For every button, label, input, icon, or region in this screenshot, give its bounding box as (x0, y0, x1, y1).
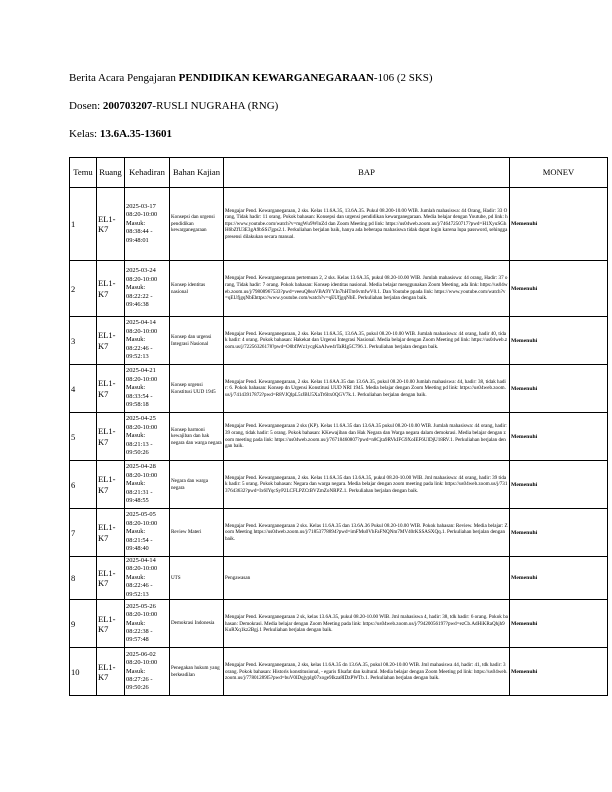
bap-cell: Mengajar Pend. Kewarganegaraan 2 sk, kelas 13.6A.35, pukul 08.20-10.00 WIB. Jml mahasiswa 4, hadir: 38, tdk hadir: 6 orang. Pokok bahasan: Demokrasi. Media belajar dengan Zoom Meeting pada link: https://us04web.zoom.us/j/79420056197?pwd=ezCb.AdHiKRaQhjh9KuRXq1kz2Bgj.1 Perkuliahan berjalan dengan baik. (224, 600, 510, 648)
bap-cell: Pengawasan (224, 557, 510, 600)
kehadiran-date: 2025-03-17 (126, 202, 156, 210)
monev-cell: Memenuhi (510, 413, 608, 461)
bahan-kajian-cell: Konsep harmoni kewajiban dan hak negara dan warga negara (170, 413, 224, 461)
table-row (70, 188, 608, 261)
table-row (70, 413, 608, 461)
header-monev: MONEV (510, 158, 608, 188)
table-row (70, 365, 608, 413)
kehadiran-masuk: 08:22:22 - (126, 292, 153, 300)
table-row (70, 261, 608, 317)
ruang-cell: EL1-K7 (97, 600, 125, 648)
header-bahan-kajian: Bahan Kajian (170, 158, 224, 188)
ruang-cell: EL1-K7 (97, 413, 125, 461)
kehadiran-masuk: 08:22:38 - (126, 627, 153, 635)
bap-cell: Mengajar Pend. Kewarganegaraan 2 sks. Kelas 11.6A.35 dan 13.6A.36 Pukul 08.20-10.00 WIB. Pokok bahasan: Review. Media belajar: Zoom Meeting https://us04web.zoom.us/j/71853778894?pwd=imFMu0VhFaFNQNm7MV40rKSSASXQq.1. Perkuliahan berjalan dengan baik. (224, 509, 510, 557)
table-row (70, 317, 608, 365)
kehadiran-cell (125, 461, 170, 509)
kehadiran-masuk-label: Masuk: (126, 619, 146, 627)
temu-cell: 9 (70, 600, 97, 648)
kehadiran-masuk-label: Masuk: (126, 336, 146, 344)
bahan-kajian-cell: Penegakan hukum yang berkeadilan (170, 648, 224, 696)
kehadiran-keluar: 09:48:55 (126, 497, 149, 505)
kehadiran-cell (125, 509, 170, 557)
bahan-kajian-cell: Konsepsi dan urgensi pendidikan kewarganegaraan (170, 188, 224, 261)
temu-cell: 3 (70, 317, 97, 365)
temu-cell: 4 (70, 365, 97, 413)
kehadiran-keluar: 09:57:48 (126, 636, 149, 644)
kehadiran-time: 08:20-10:00 (126, 565, 158, 573)
monev-cell: Memenuhi (510, 648, 608, 696)
lecturer-line (69, 100, 278, 112)
bap-cell: Mengajar Pend. Kewarganegaraan, 2 sks. Kelas 11.6A.35, 13.6A.35. Pukul 08.200-10.00 WIB. Jumlah mahasiswa: 44 Orang, Hadir: 33 Orang, Tidak hadir: 11 orang. Pokok bahasan: Konsepsi dan urgensi pendidikan kewarganegaraan. Media belajar dengan Youtube, pd link: https://www.youtube.com/watch?v=mgWu9WlnZd dan Zoom Meeting pd link: https://us04web.zoom.us/j/74647250717?pwd=H1XyuSGhH6bZfU3E3gA9bSSi7gps2.1. Perkuliahan berjalan baik, hanya ada beberapa mahasiswa tidak dapat login karena lupa password, sehingga presensi dilakukan secara manual. (224, 188, 510, 261)
kehadiran-keluar: 09:48:40 (126, 545, 149, 553)
kelas-value: 13.6A.35-13601 (99, 128, 172, 140)
bahan-kajian-cell: Konsep identitas nasional (170, 261, 224, 317)
temu-cell: 5 (70, 413, 97, 461)
bahan-kajian-cell: Demokrasi Indonesia (170, 600, 224, 648)
monev-cell: Memenuhi (510, 365, 608, 413)
kehadiran-cell (125, 648, 170, 696)
bap-cell: Mengajar Pend. Kewarganegaraan pertemuan 2, 2 sks. Kelas 13.6A.35, pukul 08.20-10.00 WIB. Jumlah mahasiswa: 44 orang, Hadir: 37 orang, Tidak hadir: 7 orang. Pokok bahasan: Konsep identitas nasional. Media belajar menggunakan Zoom Meeting, ada link: https://us04web.zoom.us/j/79808967533?pwd=veeuQ8eaVBA9YYIn7hHTm6vmfwV0.1. Dan Youtube ppada link: https://www.youtube.com/watch?v=qEUfjgqNbEhttps://www.youtube.com/watch?v=qEUfjgqNbE. Perkuliahan berjalan dengan baik. (224, 261, 510, 317)
kehadiran-cell (125, 557, 170, 600)
monev-cell: Memenuhi (510, 461, 608, 509)
bap-table (69, 157, 608, 696)
kehadiran-masuk-label: Masuk: (126, 219, 146, 227)
ruang-cell: EL1-K7 (97, 557, 125, 600)
kehadiran-masuk: 08:21:54 - (126, 536, 153, 544)
bap-cell: Mengajar Pend. Kewarganegaraan, 2 sks. Kelas 11.6AA.35 dan 13.6A.35, pukul 08.20-10.00 Jumlah mahasiswa: 44, hadir: 38, tidak hadir: 6. Pokok bahasan: Konsep dn Urgensi Konstitusi UUD NRI 1945. Media belajar dengan Zoom Meeting pd link: https://us04web.zoom.us/j/74143917872?pwd=R8VJQlpL5rJBU5XaTt6ltx0QGV7k.1. Perkuliahan berjalan dengan baik. (224, 365, 510, 413)
kehadiran-date: 2025-03-24 (126, 267, 156, 275)
kehadiran-masuk: 08:21:31 - (126, 488, 153, 496)
bahan-kajian-cell: Review Materi (170, 509, 224, 557)
monev-cell: Memenuhi (510, 600, 608, 648)
kehadiran-date: 2025-04-14 (126, 557, 156, 564)
kehadiran-masuk-label: Masuk: (126, 284, 146, 292)
kehadiran-keluar: 09:52:13 (126, 353, 149, 361)
bahan-kajian-cell: UTS (170, 557, 224, 600)
title-prefix: Berita Acara Pengajaran (69, 72, 179, 84)
kehadiran-masuk: 08:21:13 - (126, 440, 153, 448)
kehadiran-date: 2025-04-28 (126, 463, 156, 471)
kehadiran-cell (125, 317, 170, 365)
temu-cell: 8 (70, 557, 97, 600)
report-title (69, 72, 433, 84)
bahan-kajian-cell: Konsep dan urgensi Integrasi Nasional (170, 317, 224, 365)
kehadiran-date: 2025-06-02 (126, 650, 156, 658)
kehadiran-masuk-label: Masuk: (126, 384, 146, 392)
monev-cell: Memenuhi (510, 261, 608, 317)
header-ruang: Ruang (97, 158, 125, 188)
dosen-label: Dosen: (69, 100, 103, 112)
kehadiran-masuk: 08:27:26 - (126, 675, 153, 683)
kehadiran-masuk-label: Masuk: (126, 573, 146, 581)
table-row (70, 600, 608, 648)
bahan-kajian-cell: Konsep urgensi Konstitusi UUD 1945 (170, 365, 224, 413)
kehadiran-time: 08:20-10:00 (126, 211, 158, 219)
bap-cell: Mengajar Pend. Kewarganegaraan 2 sks (KP). Kelas 11.6A.35 dan 13.6A.35 pukul 08.20-10.00 WIB. Jumlah mahasiswa: 44 orang, hadir: 39 orang, tidak hadir: 5 orang. Pokok bahasan: KKewajiban dan Hak Negara dan Warga negara dalam demokrasi. Media belajar dengan zoom meeting pada link: https://us04web.zoom.us/j/76718460807?pwd=n8Cjta9RVkIFG9XoIEF6UlDjU18RV.1. Perkuliahan berjalan dengan baik. (224, 413, 510, 461)
dosen-name: -RUSLI NUGRAHA (RNG) (152, 100, 279, 112)
ruang-cell: EL1-K7 (97, 261, 125, 317)
temu-cell: 10 (70, 648, 97, 696)
kehadiran-keluar: 09:48:01 (126, 236, 149, 244)
kehadiran-cell (125, 261, 170, 317)
monev-cell: Memenuhi (510, 557, 608, 600)
table-row (70, 557, 608, 600)
temu-cell: 1 (70, 188, 97, 261)
kehadiran-cell (125, 188, 170, 261)
kehadiran-keluar: 09:50:26 (126, 684, 149, 692)
temu-cell: 6 (70, 461, 97, 509)
ruang-cell: EL1-K7 (97, 188, 125, 261)
kehadiran-masuk-label: Masuk: (126, 667, 146, 675)
kehadiran-masuk: 08:22:46 - (126, 344, 153, 352)
monev-cell: Memenuhi (510, 188, 608, 261)
class-line (69, 128, 172, 140)
ruang-cell: EL1-K7 (97, 648, 125, 696)
kehadiran-cell (125, 365, 170, 413)
kehadiran-date: 2025-05-26 (126, 602, 156, 610)
kehadiran-time: 08:20-10:00 (126, 659, 158, 667)
bap-cell: Mengajar Pend. Kewarganegaraan, 2 sks, kelas 11.6A.35 dn 13.6A.35, pukul 08.20-10.00 WIB. Jml mahasiswa 44, hadir: 41, tdk hadir: 3 orang. Pokok bahasan: Historis konstitusional, - egaris filsafat dan kultural. Media belajar dengan Zoom Meeting pd link: https://us04web.zoom.us/j/77801289l5?pwd=buV0lDqjyplg07xoge9Ikza8IDzPWTb.1. Perkuliahan berjalan dengan baik. (224, 648, 510, 696)
header-bap: BAP (224, 158, 510, 188)
table-header-row (70, 158, 608, 188)
bap-cell: Mengajar Pend. Kewarganegaraan, 2 sks. Kelas 11.6A.35 dan 13.6A.35, pukul 08.20-10.00 WIB. Jml mahasiswa: 44 orang, hadir: 39 tidak hadir: 5 orang. Pokok bahasan: Negara dan warga negara. Media belajar dengan zoom meeting pada link: https://us04web.zoom.us/j/73137643632?pwd=Ix6IYqcSyP2LCFLPZCtBVZmZoNRPZ.1. Perkuliahan berjalan dengan baik. (224, 461, 510, 509)
kehadiran-date: 2025-04-14 (126, 319, 156, 327)
bahan-kajian-cell: Negara dan warga negara (170, 461, 224, 509)
kehadiran-keluar: 09:52:13 (126, 590, 149, 598)
kehadiran-time: 08:20-10:00 (126, 519, 158, 527)
header-temu: Temu (70, 158, 97, 188)
kehadiran-date: 2025-05-05 (126, 511, 156, 519)
kehadiran-masuk: 08:38:44 - (126, 228, 153, 236)
kehadiran-time: 08:20-10:00 (126, 275, 158, 283)
dosen-id: 200703207 (102, 100, 153, 112)
table-row (70, 648, 608, 696)
kehadiran-time: 08:20-10:00 (126, 471, 158, 479)
kehadiran-date: 2025-04-25 (126, 415, 156, 423)
kehadiran-masuk: 08:22:46 - (126, 582, 153, 590)
ruang-cell: EL1-K7 (97, 509, 125, 557)
kelas-label: Kelas: (69, 128, 100, 140)
kehadiran-time: 08:20-10:00 (126, 611, 158, 619)
kehadiran-time: 08:20-10:00 (126, 375, 158, 383)
header-kehadiran: Kehadiran (125, 158, 170, 188)
temu-cell: 7 (70, 509, 97, 557)
kehadiran-masuk-label: Masuk: (126, 480, 146, 488)
bap-cell: Mengajar Pend. Kewarganegaraan, 2 sks. Kelas 11.6A.35, 13.6A.35, pukul 08.20-10.00 WIB. Jumlah mahasiswa: 44 orang, hadir 40, tidak hadir: 4 orang. Pokok bahasan: Hakekat dan Urgensi Integrasi Nasional. Media belajar dengan Zoom Meeting pd link: https://us04web.zoom.us/j/72256326178?pwd=O0bflWz1ycgKaAIwe4rTaRIg5C796.1. Perkuliahan berjalan dengan baik. (224, 317, 510, 365)
monev-cell: Memenuhi (510, 317, 608, 365)
course-name: PENDIDIKAN KEWARGANEGARAAN (178, 72, 374, 84)
monev-cell: Memenuhi (510, 509, 608, 557)
ruang-cell: EL1-K7 (97, 461, 125, 509)
kehadiran-time: 08:20-10:00 (126, 423, 158, 431)
ruang-cell: EL1-K7 (97, 317, 125, 365)
kehadiran-date: 2025-04-21 (126, 367, 156, 375)
kehadiran-cell (125, 600, 170, 648)
ruang-cell: EL1-K7 (97, 365, 125, 413)
kehadiran-keluar: 09:46:38 (126, 301, 149, 309)
kehadiran-masuk-label: Masuk: (126, 432, 146, 440)
kehadiran-time: 08:20-10:00 (126, 327, 158, 335)
kehadiran-masuk-label: Masuk: (126, 528, 146, 536)
kehadiran-keluar: 09:58:18 (126, 401, 149, 409)
kehadiran-masuk: 08:33:54 - (126, 392, 153, 400)
course-code: -106 (2 SKS) (373, 72, 433, 84)
table-row (70, 461, 608, 509)
kehadiran-cell (125, 413, 170, 461)
table-row (70, 509, 608, 557)
kehadiran-keluar: 09:50:26 (126, 449, 149, 457)
temu-cell: 2 (70, 261, 97, 317)
